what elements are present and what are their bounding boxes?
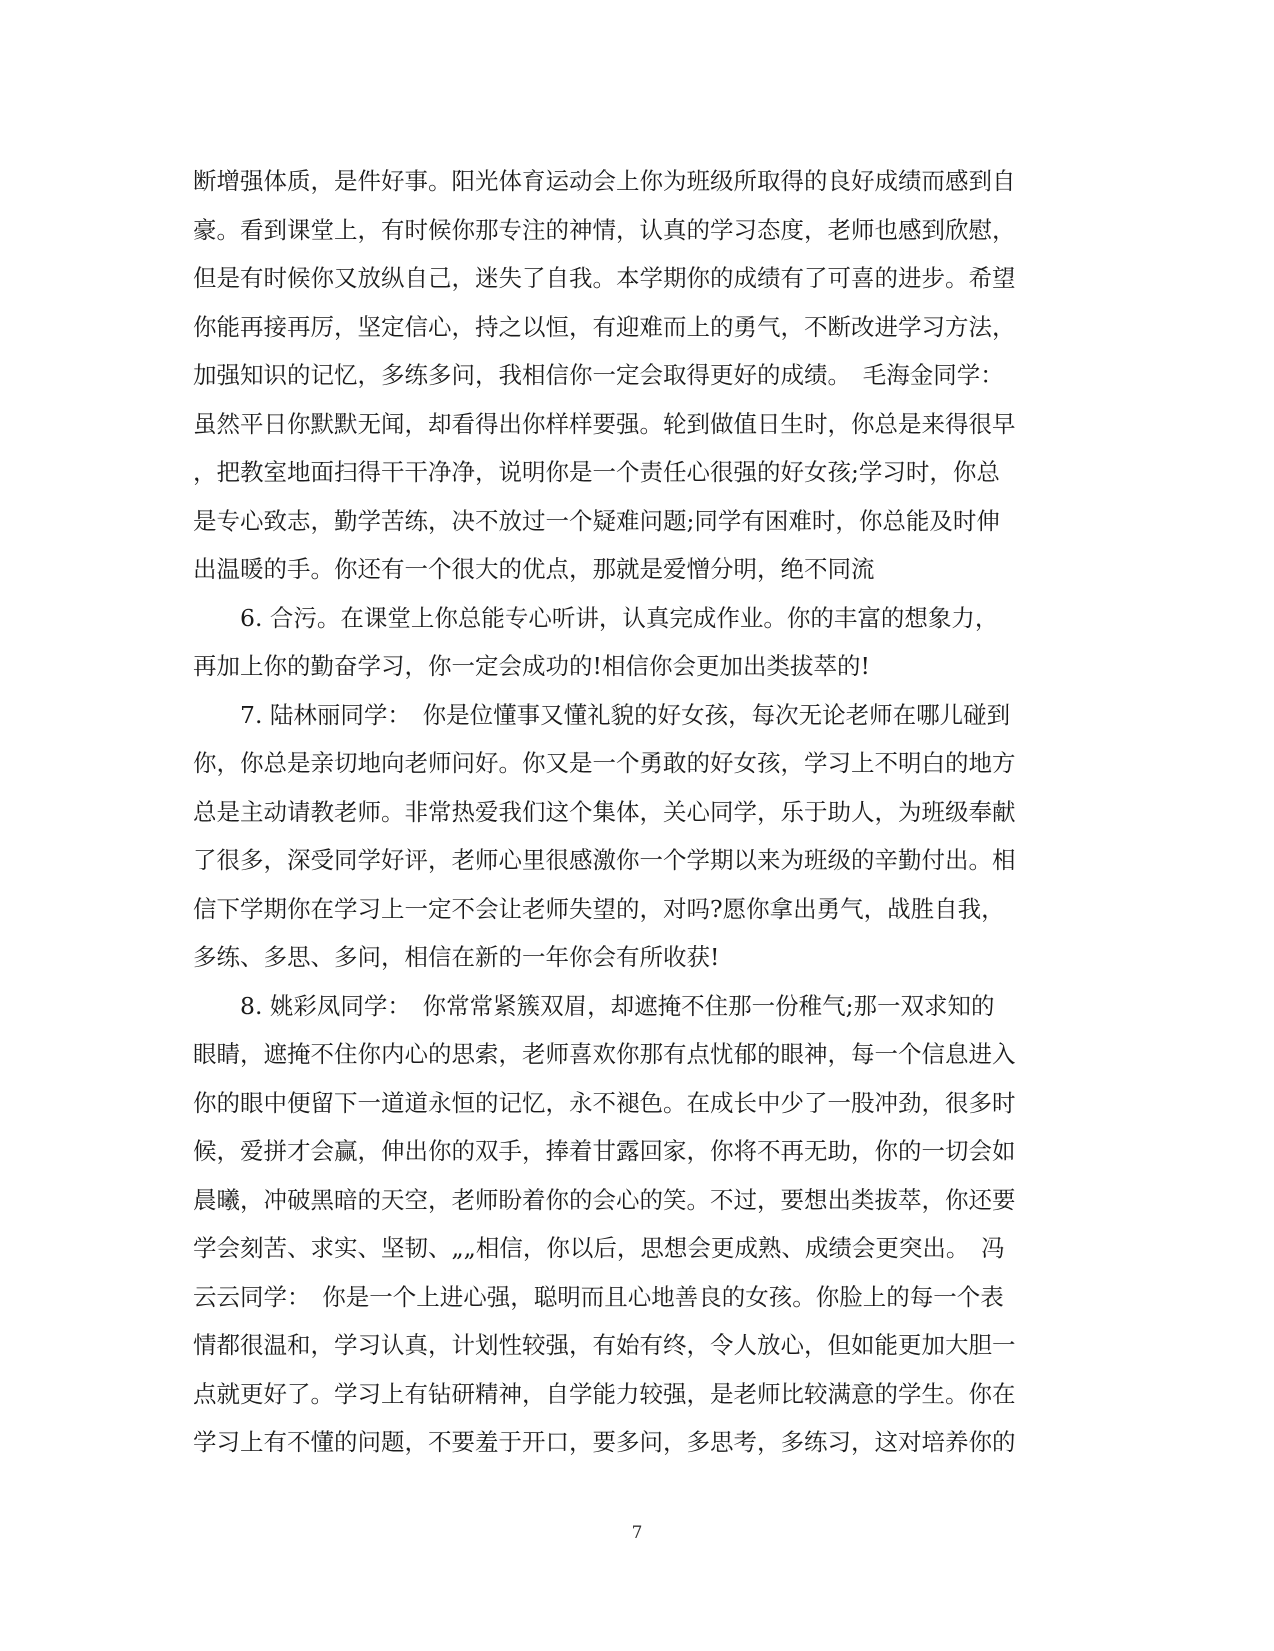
paragraph-6-start: 6. 合污。在课堂上你总能专心听讲，认真完成作业。你的丰富的想象力， — [240, 603, 999, 632]
text-line: 你，你总是亲切地向老师问好。你又是一个勇敢的好女孩，学习上不明白的地方 — [193, 749, 1016, 777]
text-line: 点就更好了。学习上有钻研精神，自学能力较强，是老师比较满意的学生。你在 — [193, 1379, 1016, 1408]
text-line: 虽然平日你默默无闻，却看得出你样样要强。轮到做值日生时，你总是来得很早 — [193, 409, 1016, 438]
text-line: 断增强体质，是件好事。阳光体育运动会上你为班级所取得的良好成绩而感到自 — [193, 167, 1016, 195]
text-line: 你的眼中便留下一道道永恒的记忆，永不褪色。在成长中少了一股冲劲，很多时 — [193, 1088, 1016, 1117]
text-line: 总是主动请教老师。非常热爱我们这个集体，关心同学，乐于助人，为班级奉献 — [193, 797, 1016, 826]
text-line: ，把教室地面扫得干干净净，说明你是一个责任心很强的好女孩;学习时，你总 — [193, 458, 1000, 486]
text-line: 多练、多思、多问，相信在新的一年你会有所收获! — [193, 943, 720, 971]
text-line: 晨曦，冲破黑暗的天空，老师盼着你的会心的笑。不过，要想出类拔萃，你还要 — [193, 1185, 1016, 1214]
text-line: 再加上你的勤奋学习，你一定会成功的!相信你会更加出类拔萃的! — [193, 652, 870, 680]
body-text — [193, 157, 1073, 1467]
text-line: 豪。看到课堂上，有时候你那专注的神情，认真的学习态度，老师也感到欣慰， — [193, 215, 1016, 244]
text-line: 眼睛，遮掩不住你内心的思索，老师喜欢你那有点忧郁的眼神，每一个信息进入 — [193, 1040, 1016, 1068]
text-line: 信下学期你在学习上一定不会让老师失望的，对吗?愿你拿出勇气，战胜自我， — [193, 894, 1005, 923]
text-line: 你能再接再厉，坚定信心，持之以恒，有迎难而上的勇气，不断改进学习方法， — [193, 312, 1016, 341]
text-line: 是专心致志，勤学苦练，决不放过一个疑难问题;同学有困难时，你总能及时伸 — [193, 506, 1000, 535]
text-line: 候，爱拼才会赢，伸出你的双手，捧着甘露回家，你将不再无助，你的一切会如 — [193, 1137, 1016, 1165]
paragraph-7-start: 7. 陆林丽同学： 你是位懂事又懂礼貌的好女孩，每次无论老师在哪儿碰到 — [240, 700, 1011, 729]
text-line: 情都很温和，学习认真，计划性较强，有始有终，令人放心，但如能更加大胆一 — [193, 1331, 1016, 1359]
text-line: 学会刻苦、求实、坚韧、„„相信，你以后，思想会更成熟、成绩会更突出。 冯 — [193, 1234, 1005, 1262]
text-line: 学习上有不懂的问题，不要羞于开口，要多问，多思考，多练习，这对培养你的 — [193, 1428, 1016, 1456]
text-line: 云云同学： 你是一个上进心强，聪明而且心地善良的女孩。你脸上的每一个表 — [193, 1282, 1004, 1311]
page-number: 7 — [631, 1523, 643, 1543]
text-line: 出温暖的手。你还有一个很大的优点，那就是爱憎分明，绝不同流 — [193, 555, 875, 583]
text-line: 但是有时候你又放纵自己，迷失了自我。本学期你的成绩有了可喜的进步。希望 — [193, 264, 1016, 292]
text-line: 了很多，深受同学好评，老师心里很感激你一个学期以来为班级的辛勤付出。相 — [193, 846, 1016, 874]
text-line: 加强知识的记忆，多练多问，我相信你一定会取得更好的成绩。 毛海金同学： — [193, 361, 1004, 389]
paragraph-8-start: 8. 姚彩凤同学： 你常常紧簇双眉，却遮掩不住那一份稚气;那一双求知的 — [240, 991, 995, 1020]
